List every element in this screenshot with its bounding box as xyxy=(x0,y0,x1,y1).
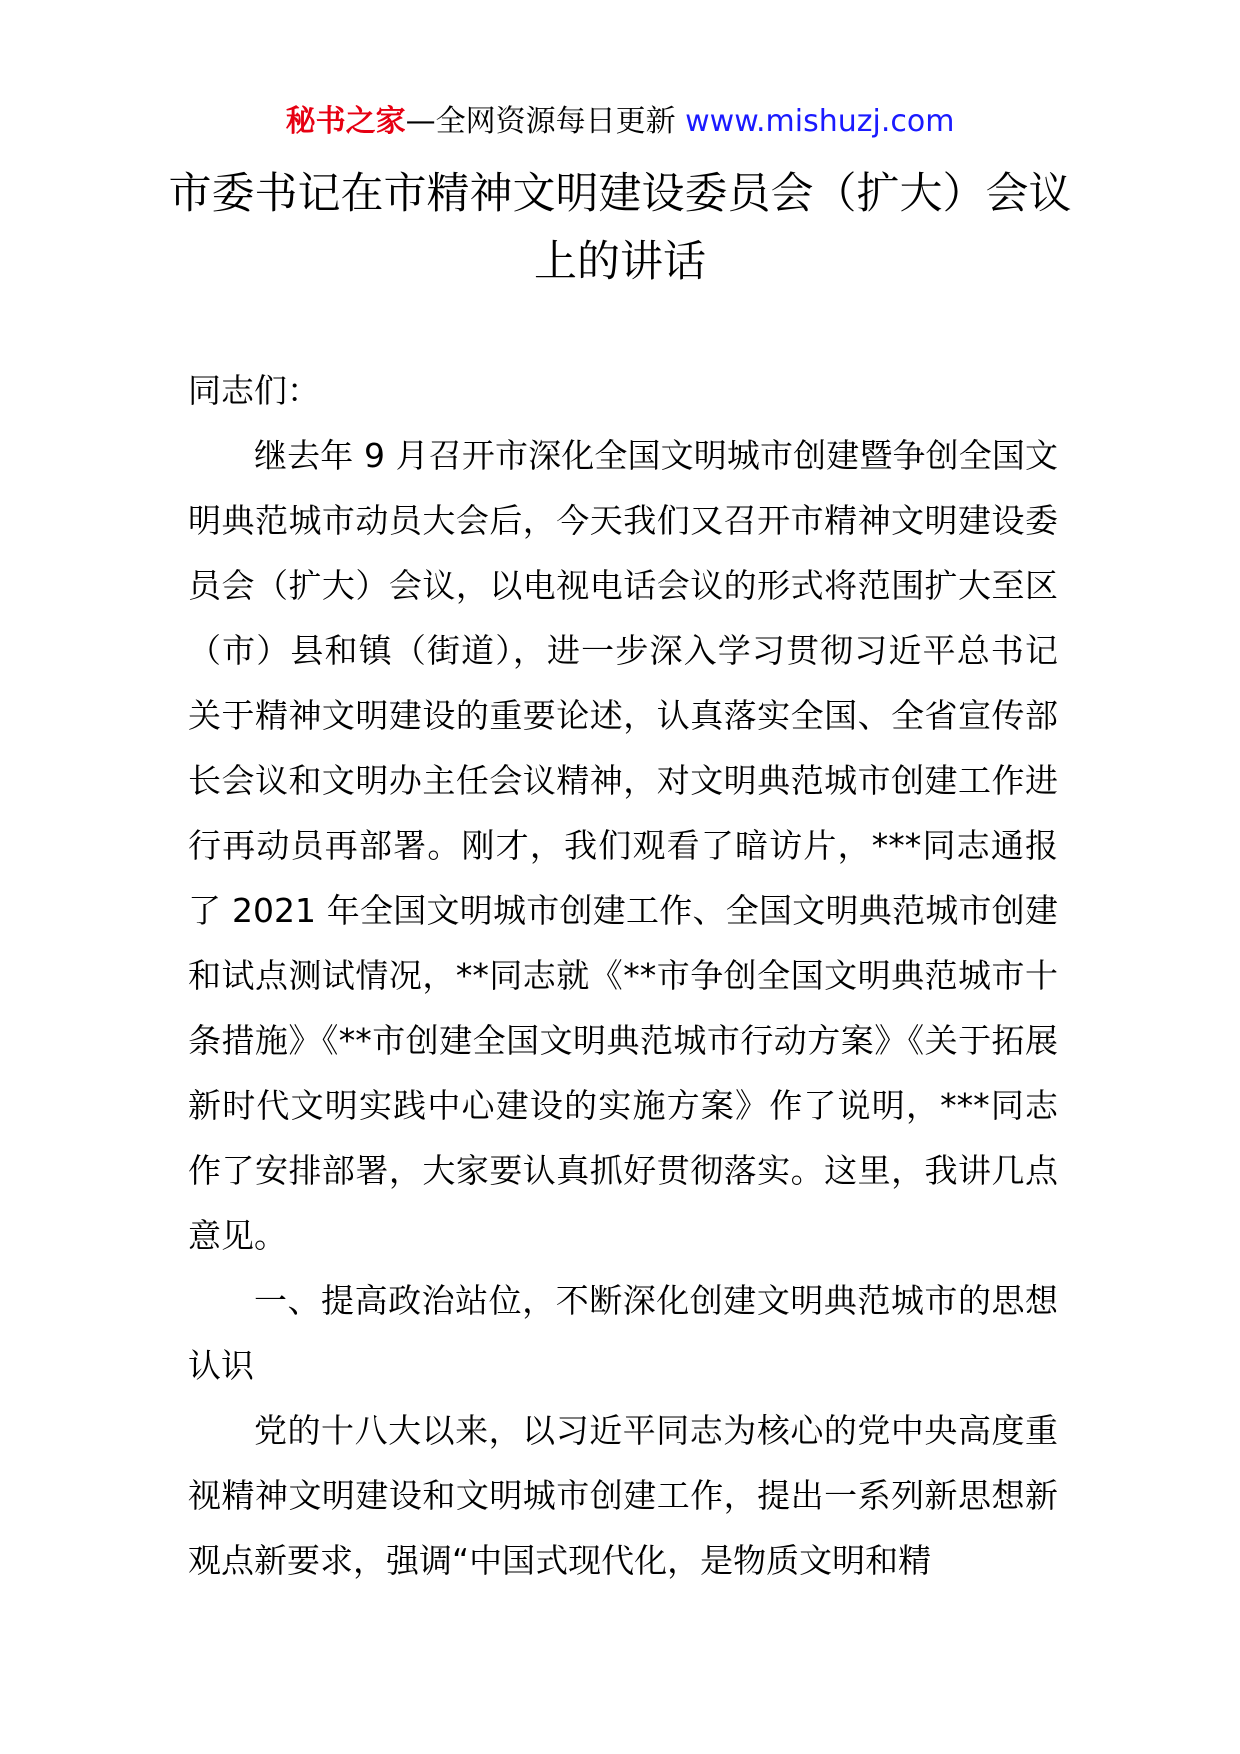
document-title: 市委书记在市精神文明建设委员会（扩大）会议上的讲话 xyxy=(168,169,1072,287)
section-heading: 一、提高政治站位，不断深化创建文明典范城市的思想认识 xyxy=(188,1281,1058,1385)
document-body xyxy=(188,358,1058,1593)
paragraph: 继去年 9 月召开市深化全国文明城市创建暨争创全国文明典范城市动员大会后，今天我们又召开市精神文明建设委员会（扩大）会议，以电视电话会议的形式将范围扩大至区（市）县和镇（街道），进一步深入学习贯彻习近平总书记关于精神文明建设的重要论述，认真落实全国、全省宣传部长会议和文明办主任会议精神，对文明典范城市创建工作进行再动员再部署。刚才，我们观看了暗访片，***同志通报了 2021 年全国文明城市创建工作、全国文明典范城市创建和试点测试情况，**同志就《**市争创全国文明典范城市十条措施》《**市创建全国文明典范城市行动方案》《关于拓展新时代文明实践中心建设的实施方案》作了说明，***同志作了安排部署，大家要认真抓好贯彻落实。这里，我讲几点意见。 xyxy=(188,436,1058,1255)
site-slogan: —全网资源每日更新 xyxy=(405,104,676,139)
salutation: 同志们： xyxy=(188,371,320,410)
section-paragraph: 党的十八大以来，以习近平同志为核心的党中央高度重视精神文明建设和文明城市创建工作，提出一系列新思想新观点新要求，强调“中国式现代化，是物质文明和精 xyxy=(188,1411,1058,1580)
site-url-link[interactable]: www.mishuzj.com xyxy=(685,104,955,139)
site-header xyxy=(0,100,1240,144)
site-brand: 秘书之家 xyxy=(285,104,406,139)
